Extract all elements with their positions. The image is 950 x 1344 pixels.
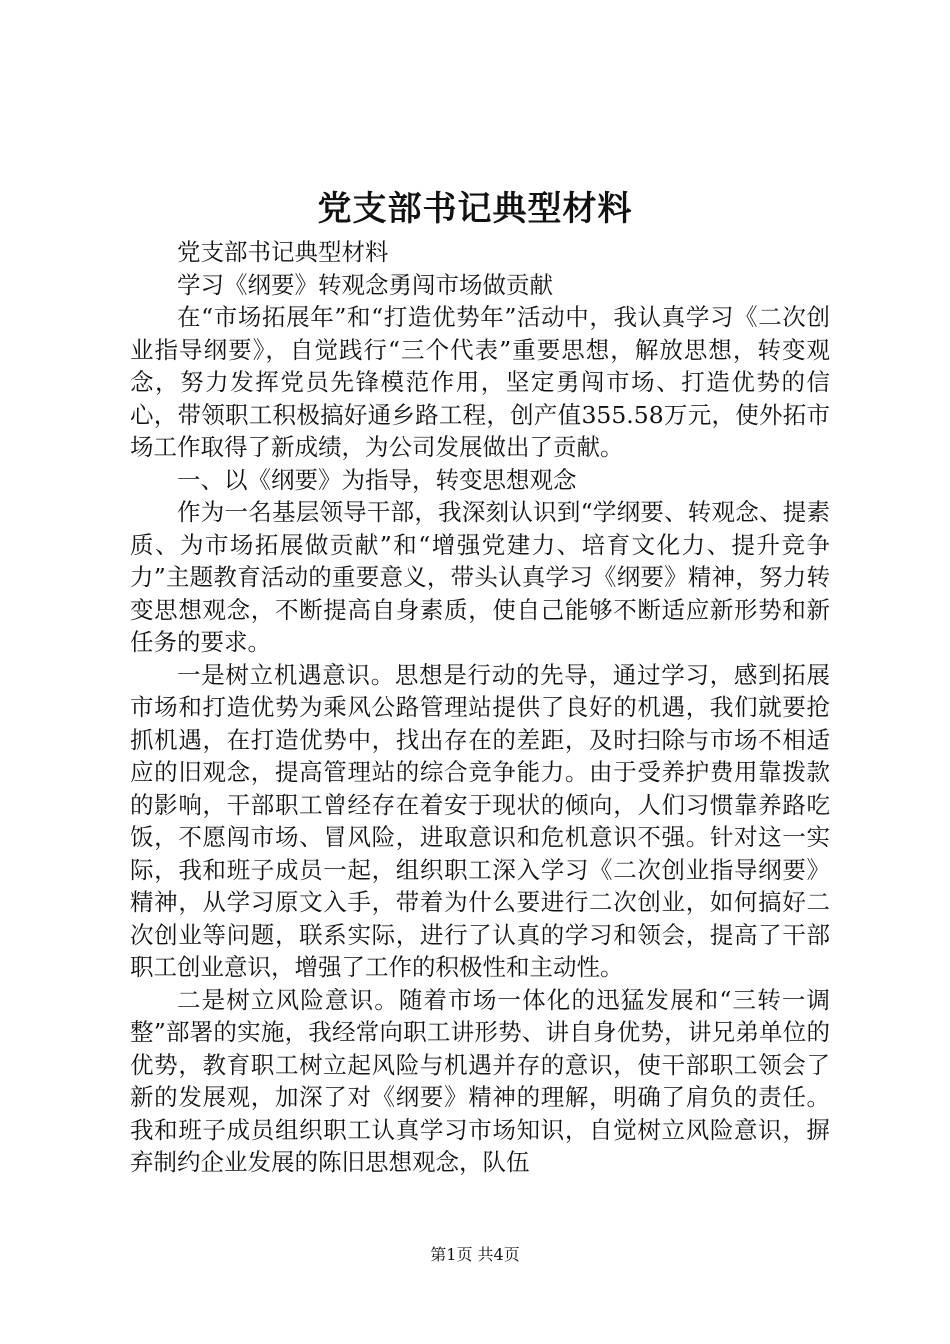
paragraph-heading: 学习《纲要》转观念勇闯市场做贡献 [177, 270, 553, 299]
paragraph-risk: 二是树立风险意识。随着市场一体化的迅猛发展和“三转一调整”部署的实施，我经常向职工讲形势、讲自身优势，讲兄弟单位的优势，教育职工树立起风险与机遇并存的意识，使干部职工领会了新的发展观，加深了对《纲要》精神的理解，明确了肩负的责任。我和班子成员组织职工认真学习市场知识，自觉树立风险意识，摒弃制约企业发展的陈旧思想观念，队伍 [130, 985, 830, 1176]
page-footer: 第1页 共4页 [430, 1245, 520, 1264]
paragraph-section-1: 作为一名基层领导干部，我深刻认识到“学纲要、转观念、提素质、为市场拓展做贡献”和“增强党建力、培育文化力、提升竞争力”主题教育活动的重要意义，带头认真学习《纲要》精神，努力转变思想观念，不断提高自身素质，使自己能够不断适应新形势和新任务的要求。 [130, 498, 830, 656]
paragraph-subtitle: 党支部书记典型材料 [177, 238, 389, 266]
paragraph-intro: 在“市场拓展年”和“打造优势年”活动中，我认真学习《二次创业指导纲要》，自觉践行“三个代表”重要思想，解放思想，转变观念，努力发挥党员先锋模范作用，坚定勇闯市场、打造优势的信心，带领职工积极搞好通乡路工程，创产值355.58万元，使外拓市场工作取得了新成绩，为公司发展做出了贡献。 [130, 303, 830, 461]
document-title: 党支部书记典型材料 [317, 189, 633, 229]
section-heading-1: 一、以《纲要》为指导，转变思想观念 [177, 465, 577, 494]
document-body [130, 236, 830, 1179]
paragraph-opportunity: 一是树立机遇意识。思想是行动的先导，通过学习，感到拓展市场和打造优势为乘风公路管理站提供了良好的机遇，我们就要抢抓机遇，在打造优势中，找出存在的差距，及时扫除与市场不相适应的旧观念，提高管理站的综合竞争能力。由于受养护费用靠拨款的影响，干部职工曾经存在着安于现状的倾向，人们习惯靠养路吃饭，不愿闯市场、冒风险，进取意识和危机意识不强。针对这一实际，我和班子成员一起，组织职工深入学习《二次创业指导纲要》精神，从学习原文入手，带着为什么要进行二次创业，如何搞好二次创业等问题，联系实际，进行了认真的学习和领会，提高了干部职工创业意识，增强了工作的积极性和主动性。 [130, 660, 830, 981]
